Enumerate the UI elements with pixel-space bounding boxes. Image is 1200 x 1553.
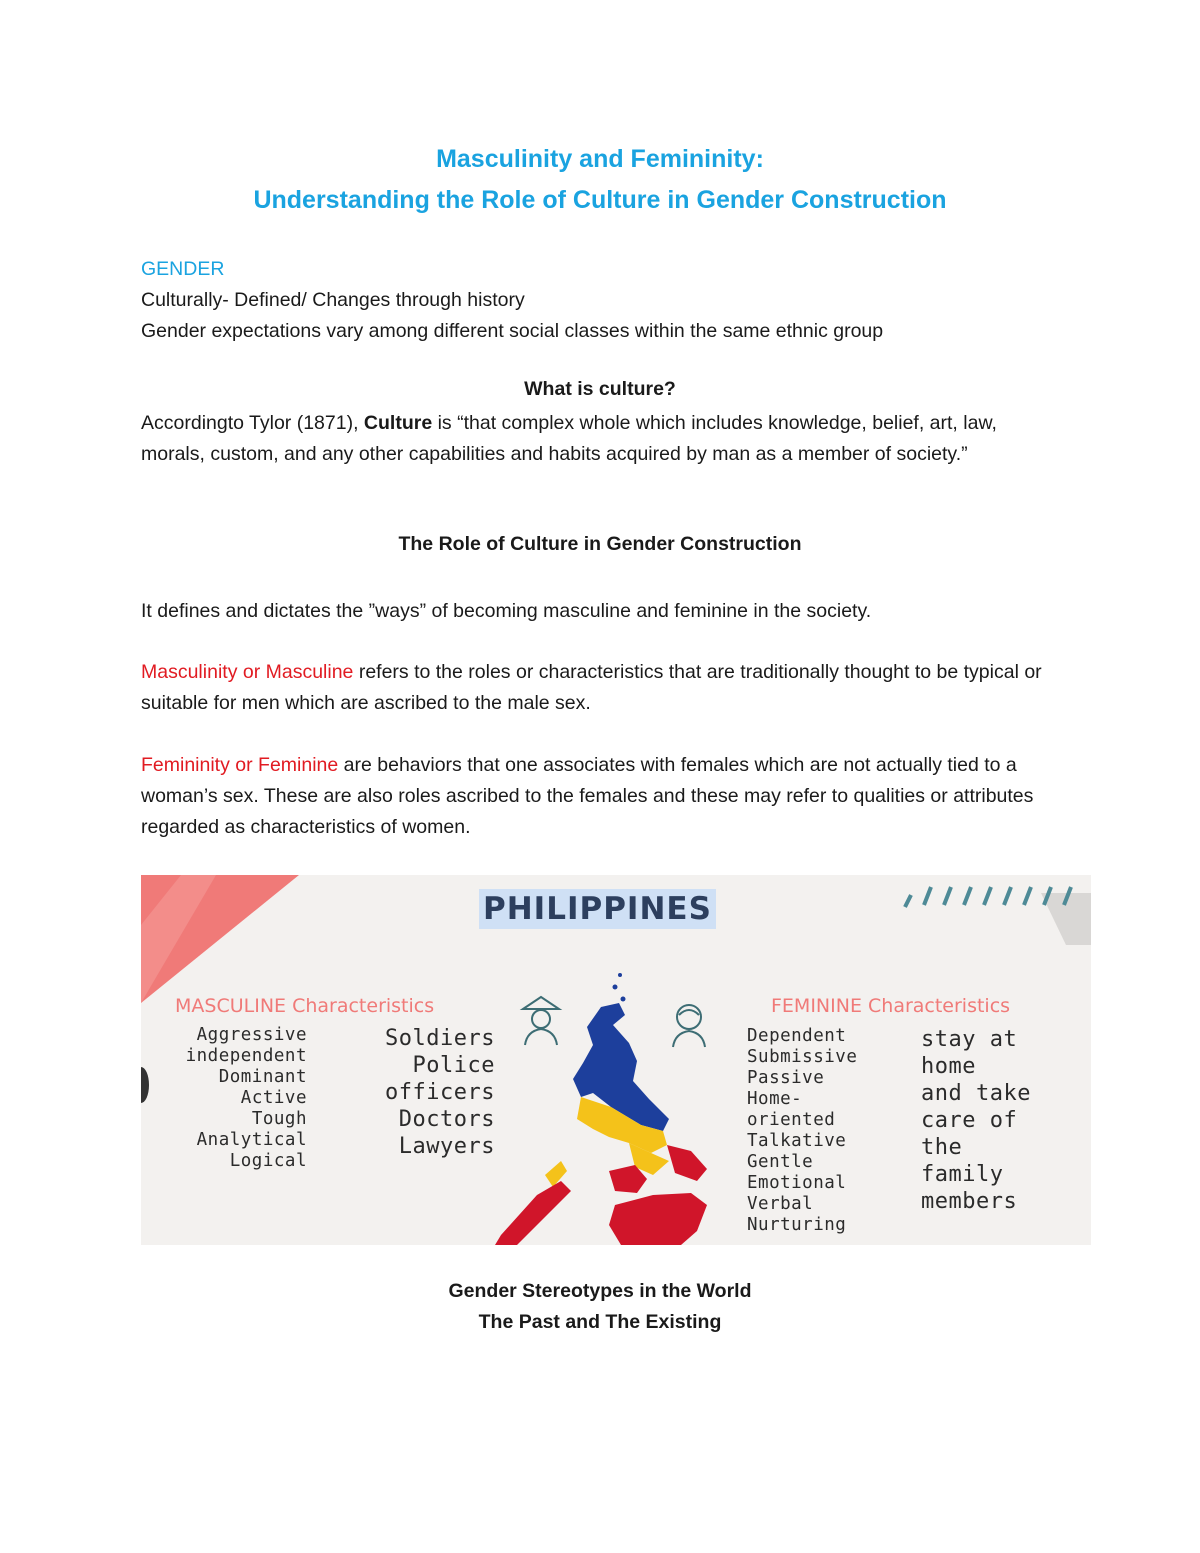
masculine-trait: Logical (229, 1151, 307, 1171)
gender-line-2: Gender expectations vary among different social classes within the same ethnic group (141, 320, 884, 342)
male-farmer-icon (519, 995, 563, 1047)
stereotypes-subheading: The Past and The Existing (478, 1311, 722, 1333)
feminine-trait: Submissive (747, 1047, 858, 1067)
stripes-decoration (905, 887, 1071, 907)
masculine-trait: Active (240, 1088, 307, 1108)
feminine-role: family (921, 1162, 1004, 1187)
masculine-trait: Aggressive (196, 1025, 307, 1045)
masculinity-term: Masculinity or Masculine (141, 661, 354, 683)
masculine-role: officers (385, 1080, 495, 1105)
femininity-paragraph (141, 750, 1061, 843)
feminine-trait: Nurturing (747, 1215, 847, 1235)
gender-section (141, 254, 883, 347)
feminine-trait: Talkative (747, 1131, 847, 1151)
masculine-trait: Dominant (218, 1067, 307, 1087)
feminine-trait: Passive (747, 1068, 825, 1088)
feminine-trait: Verbal (747, 1194, 814, 1214)
masculinity-paragraph (141, 657, 1061, 719)
gender-line-1: Culturally- Defined/ Changes through history (141, 289, 525, 311)
culture-prefix: Accordingto Tylor (1871), (141, 412, 364, 434)
masculine-role: Doctors (398, 1107, 495, 1132)
feminine-role: home (921, 1054, 976, 1079)
role-heading: The Role of Culture in Gender Construction (398, 533, 802, 555)
culture-definition (141, 408, 1061, 470)
masculine-role: Police (412, 1053, 495, 1078)
document-title: Masculinity and Femininity: (436, 145, 764, 173)
philippines-infographic (141, 875, 1091, 1245)
left-edge-dot (141, 1067, 149, 1103)
document-subtitle: Understanding the Role of Culture in Gender Construction (253, 186, 947, 214)
culture-term: Culture (363, 412, 433, 434)
masculine-trait: independent (185, 1046, 307, 1066)
masculine-trait: Tough (251, 1109, 307, 1129)
infographic-title: PHILIPPINES (479, 889, 716, 929)
masculine-role: Lawyers (398, 1134, 495, 1159)
masculine-characteristics-title: MASCULINE Characteristics (175, 995, 435, 1017)
feminine-trait: oriented (747, 1110, 836, 1130)
feminine-roles-list (921, 1026, 1071, 1215)
feminine-trait: Home- (747, 1089, 803, 1109)
feminine-trait: Gentle (747, 1152, 814, 1172)
feminine-trait: Emotional (747, 1173, 847, 1193)
feminine-role: the (921, 1135, 963, 1160)
culture-definition-text: is “that complex whole which includes knowledge, belief, art, law, morals, custom, and any other capabilities and habits acquired by man as a member of society.” (141, 412, 997, 465)
masculine-trait: Analytical (196, 1130, 307, 1150)
masculine-role: Soldiers (385, 1026, 495, 1051)
stereotypes-heading: Gender Stereotypes in the World (448, 1280, 752, 1302)
feminine-characteristics-title: FEMININE Characteristics (771, 995, 1011, 1017)
feminine-role: stay at (921, 1027, 1018, 1052)
feminine-role: and take (921, 1081, 1031, 1106)
female-icon (667, 999, 711, 1049)
feminine-trait: Dependent (747, 1026, 847, 1046)
feminine-traits-list (747, 1026, 857, 1236)
masculine-roles-list (365, 1025, 495, 1160)
culture-question: What is culture? (524, 378, 676, 400)
femininity-term: Femininity or Feminine (141, 754, 339, 776)
feminine-role: members (921, 1189, 1018, 1214)
masculinity-definition: refers to the roles or characteristics that are traditionally thought to be typical or suitable for men which are ascribed to the male sex. (141, 661, 1042, 714)
masculine-traits-list (155, 1025, 307, 1172)
role-statement: It defines and dictates the ”ways” of becoming masculine and feminine in the society. (141, 600, 872, 622)
gender-label: GENDER (141, 258, 225, 280)
feminine-role: care of (921, 1108, 1018, 1133)
femininity-definition: are behaviors that one associates with females which are not actually tied to a woman’s sex. These are also roles ascribed to the females and these may refer to qualities or attributes regarded as characteristics of women. (141, 754, 1034, 838)
